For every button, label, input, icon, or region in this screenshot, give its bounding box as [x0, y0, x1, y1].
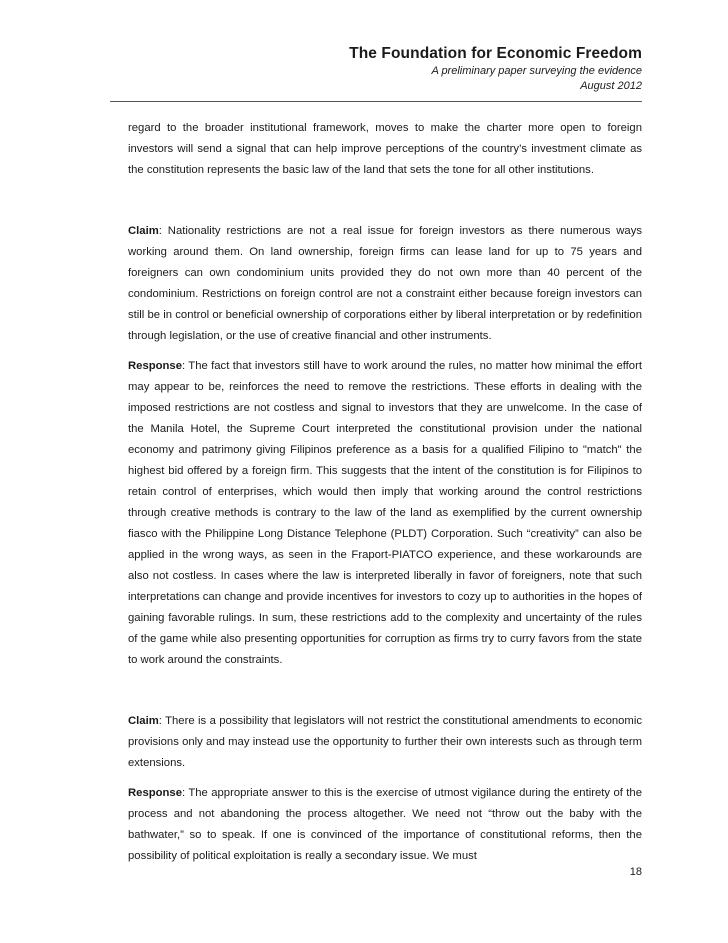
response-text: : The fact that investors still have to work around the rules, no matter how minimal the effort may appear to be, reinforces the need to remove the restrictions. These efforts in dealing with the imposed restrictions are not costless and signal to investors that they are unwelcome. In the case of the Manila Hotel, the Supreme Court interpreted the constitutional provision under the national economy and patrimony giving Filipinos preference as a basis for a qualified Filipino to "match" the highest bid offered by a foreign firm. This suggests that the intent of the constitution is for Filipinos to retain control of enterprises, which would then imply that working around the control restrictions through creative methods is contrary to the law of the land as exemplified by the current ownership fiasco with the Philippine Long Distance Telephone (PLDT) Corporation. Such “creativity” can also be applied in the wrong ways, as seen in the Fraport-PIATCO experience, and these workarounds are also not costless. In cases where the law is interpreted liberally in favor of foreigners, note that such interpretations can change and provide incentives for investors to cozy up to authorities in the hopes of gaining favorable rulings. In sum, these restrictions add to the complexity and uncertainty of the rules of the game while also presenting opportunities for corruption as firms try to curry favors from the state to work around the constraints.: [128, 360, 642, 666]
claim-text: : Nationality restrictions are not a real issue for foreign investors as there numerous ways working around them. On land ownership, foreign firms can lease land for up to 75 years and foreigners can own condominium units provided they do not own more than 40 percent of the condominium. Restrictions on foreign control are not a constraint either because foreign investors can still be in control or beneficial ownership of corporations either by liberal interpretation or by redefinition through legislation, or the use of creative financial and other instruments.: [128, 225, 642, 342]
body-text: [128, 118, 642, 867]
document-subtitle: A preliminary paper surveying the evidence: [431, 65, 642, 77]
claim-label: Claim: [128, 225, 159, 237]
claim-label: Claim: [128, 715, 159, 727]
page-number: 18: [629, 866, 642, 878]
response-paragraph-1: [128, 356, 642, 671]
response-label: Response: [128, 360, 182, 372]
header-divider: [110, 101, 642, 102]
document-date: August 2012: [580, 80, 642, 92]
response-paragraph-2: [128, 783, 642, 867]
claim-paragraph-1: [128, 221, 642, 347]
response-label: Response: [128, 787, 182, 799]
claim-paragraph-2: [128, 711, 642, 774]
response-text: : The appropriate answer to this is the exercise of utmost vigilance during the entirety of the process and not abandoning the process altogether. We need not “throw out the baby with the bathwater,” so to speak. If one is convinced of the importance of constitutional reforms, then the possibility of political exploitation is really a secondary issue. We must: [128, 787, 642, 862]
document-title: The Foundation for Economic Freedom: [349, 45, 642, 62]
page-header: [349, 44, 642, 94]
paragraph-continuation: regard to the broader institutional framework, moves to make the charter more open to foreign investors will send a signal that can help improve perceptions of the country’s investment climate as the constitution represents the basic law of the land that sets the tone for all other institutions.: [128, 122, 642, 176]
claim-text: : There is a possibility that legislators will not restrict the constitutional amendments to economic provisions only and may instead use the opportunity to further their own interests such as through term extensions.: [128, 715, 642, 769]
